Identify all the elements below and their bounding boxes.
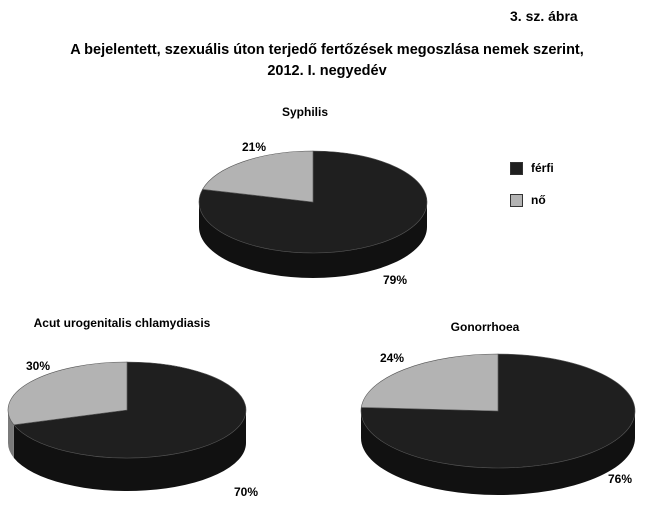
data-label-férfi: 70% bbox=[233, 485, 259, 499]
legend-item-male bbox=[510, 160, 554, 176]
data-label-nő: 21% bbox=[241, 140, 267, 154]
pie-chlamydiasis bbox=[8, 316, 258, 499]
legend-item-female bbox=[510, 192, 554, 208]
data-label-nő: 30% bbox=[25, 359, 51, 373]
data-label-férfi: 79% bbox=[382, 273, 408, 287]
pie-gonorrhoea bbox=[361, 320, 635, 495]
legend bbox=[510, 160, 554, 224]
pie-title: Gonorrhoea bbox=[450, 320, 520, 334]
legend-label-male: férfi bbox=[531, 161, 554, 175]
pie-syphilis bbox=[199, 105, 427, 287]
legend-swatch-male bbox=[510, 162, 523, 175]
pie-title: Acut urogenitalis chlamydiasis bbox=[33, 316, 211, 330]
pie-title: Syphilis bbox=[281, 105, 329, 119]
legend-swatch-female bbox=[510, 194, 523, 207]
figure-label: 3. sz. ábra bbox=[510, 8, 578, 24]
legend-label-female: nő bbox=[531, 193, 546, 207]
title-line-2: 2012. I. negyedév bbox=[267, 63, 387, 79]
title-line-1: A bejelentett, szexuális úton terjedő fertőzések megoszlása nemek szerint, bbox=[70, 42, 584, 58]
data-label-nő: 24% bbox=[379, 351, 405, 365]
data-label-férfi: 76% bbox=[607, 472, 633, 486]
